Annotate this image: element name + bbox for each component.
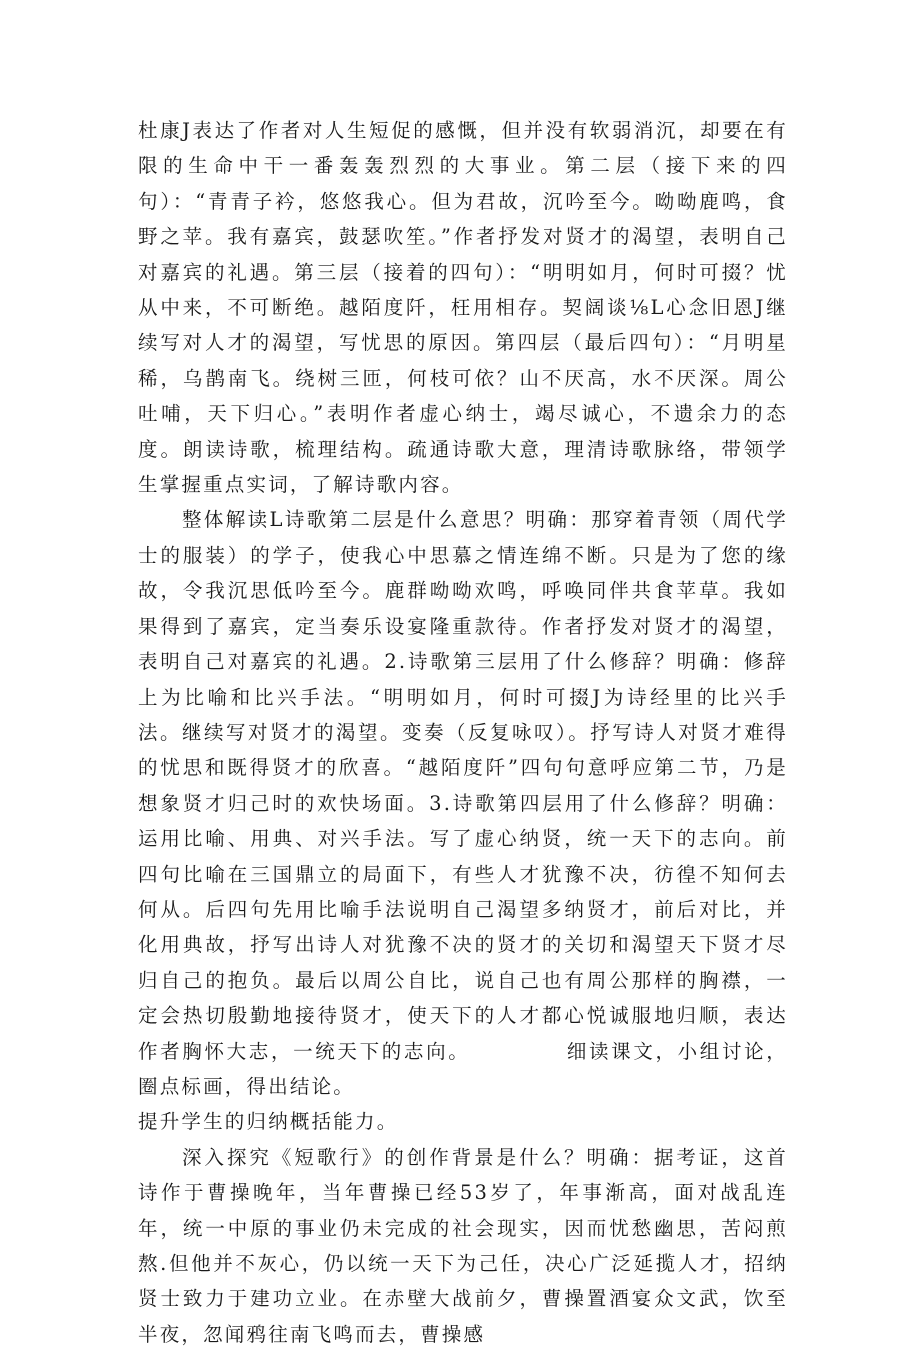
paragraph-summary-ability: 提升学生的归纳概括能力。 [138, 1110, 399, 1134]
paragraph-deep-inquiry: 深入探究《短歌行》的创作背景是什么？明确：据考证，这首诗作于曹操晚年，当年曹操已经53岁了，年事渐高，面对战乱连年，统一中原的事业仍未完成的社会现实，因而忧愁幽思，苦闷煎熬.但他并不灰心，仍以统一天下为己任，决心广泛延揽人才，招纳贤士致力于建功立业。在赤壁大战前夕，曹操置酒宴众文武，饮至半夜，忽闻鸦往南飞鸣而去，曹操感 [138, 1145, 788, 1346]
paragraph-poem-structure: 杜康J表达了作者对人生短促的感慨，但并没有软弱消沉，却要在有限的生命中干一番轰轰烈烈的大事业。第二层（接下来的四句）：“青青子衿，悠悠我心。但为君故，沉吟至今。呦呦鹿鸣，食野之苹。我有嘉宾，鼓瑟吹笙。”作者抒发对贤才的渴望，表明自己对嘉宾的礼遇。第三层（接着的四句）：“明明如月，何时可掇？忧从中来，不可断绝。越陌度阡，枉用相存。契阔谈⅛L心念旧恩J继续写对人才的渴望，写忧思的原因。第四层（最后四句）：“月明星稀，乌鹊南飞。绕树三匝，何枝可依？山不厌高，水不厌深。周公吐哺，天下归心。”表明作者虚心纳士，竭尽诚心，不遗余力的态度。朗读诗歌，梳理结构。疏通诗歌大意，理清诗歌脉络，带领学生掌握重点实词，了解诗歌内容。 [138, 119, 788, 497]
paragraph-overall-reading [138, 502, 788, 1104]
paragraph-overall-reading-text: 整体解读L诗歌第二层是什么意思？明确：那穿着青领（周代学士的服装）的学子，使我心中思慕之情连绵不断。只是为了您的缘故，令我沉思低吟至今。鹿群呦呦欢鸣，呼唤同伴共食苹草。我如果得到了嘉宾，定当奏乐设宴隆重款待。作者抒发对贤才的渴望，表明自己对嘉宾的礼遇。2.诗歌第三层用了什么修辞？明确：修辞上为比喻和比兴手法。“明明如月，何时可掇J为诗经里的比兴手法。继续写对贤才的渴望。变奏（反复咏叹）。抒写诗人对贤才难得的忧思和既得贤才的欣喜。“越陌度阡”四句句意呼应第二节，乃是想象贤才归己时的欢快场面。3.诗歌第四层用了什么修辞？明确：运用比喻、用典、对兴手法。写了虚心纳贤，统一天下的志向。前四句比喻在三国鼎立的局面下，有些人才犹豫不决，彷徨不知何去何从。后四句先用比喻手法说明自己渴望多纳贤才，前后对比，并化用典故，抒写出诗人对犹豫不决的贤才的关切和渴望天下贤才尽归自己的抱负。最后以周公自比，说自己也有周公那样的胸襟，一定会热切殷勤地接待贤才，使天下的人才都心悦诚服地归顺，表达作者胸怀大志，一统天下的志向。 [138, 508, 788, 1063]
document-body [138, 113, 788, 1352]
paragraph-overall-reading-tail: 细读课文，小组讨论，圈点标画，得出结论。 [138, 1039, 788, 1098]
